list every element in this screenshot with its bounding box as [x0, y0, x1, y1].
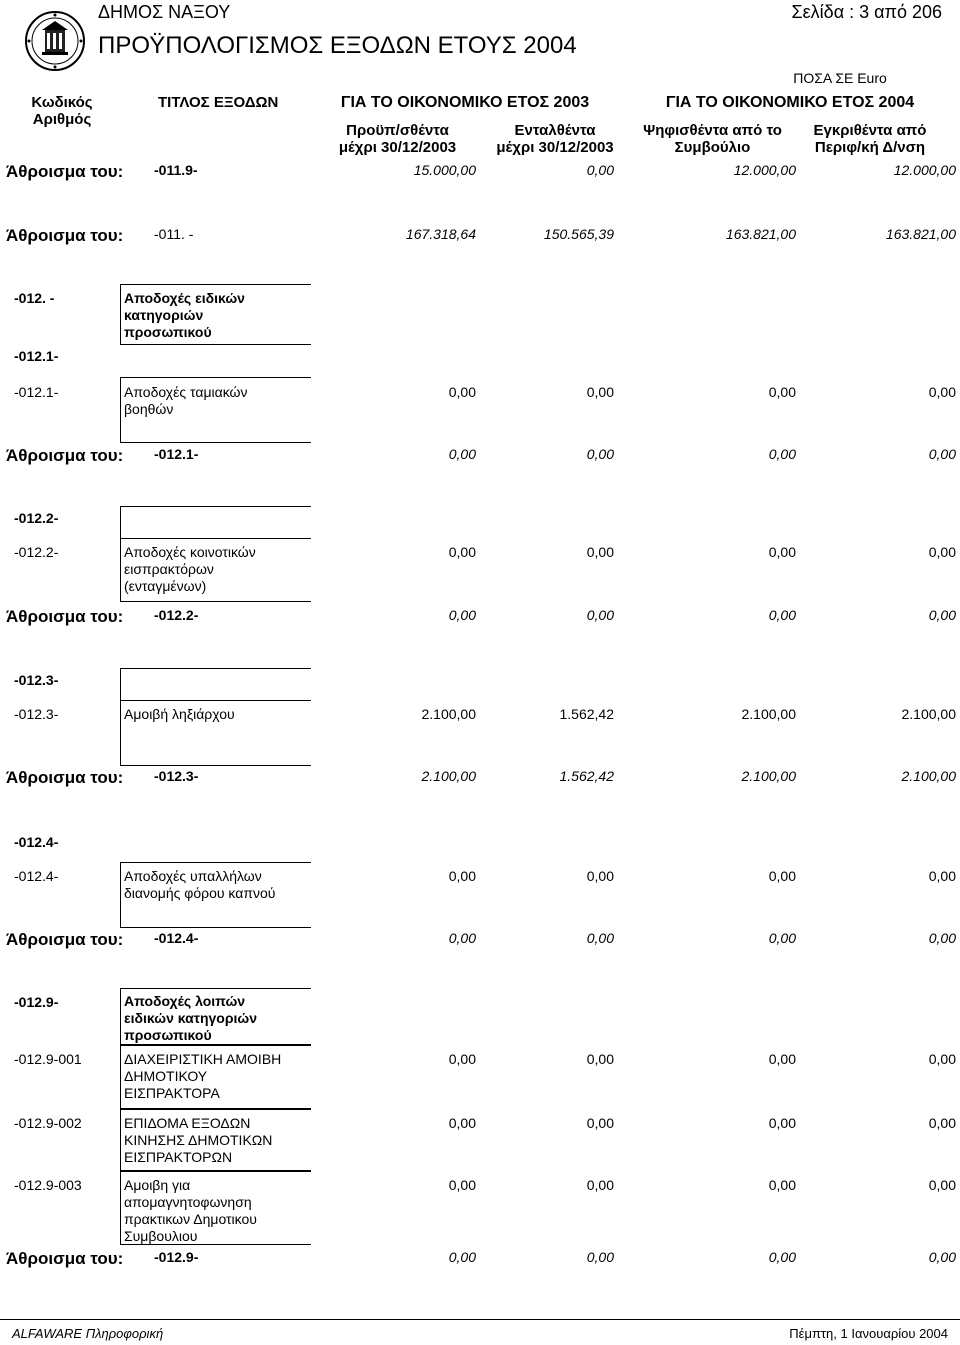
- item-committed: 0,00: [586, 1115, 614, 1131]
- sum-budgeted: 2.100,00: [421, 768, 476, 784]
- item-title: ΔΙΑΧΕΙΡΙΣΤΙΚΗ ΑΜΟΙΒΗ ΔΗΜΟΤΙΚΟΥ ΕΙΣΠΡΑΚΤΟΡΑ: [124, 1051, 282, 1101]
- item-code: -012.4-: [14, 868, 59, 884]
- sum-voted: 163.821,00: [725, 226, 796, 242]
- item-budgeted: 0,00: [448, 544, 476, 560]
- sum-label: Άθροισμα του:: [6, 768, 124, 787]
- item-budgeted: 0,00: [448, 384, 476, 400]
- item-budgeted: 0,00: [448, 1051, 476, 1067]
- item-voted: 0,00: [768, 1177, 796, 1193]
- column-code-header: Κωδικός Αριθμός: [31, 94, 93, 128]
- item-committed: 0,00: [586, 1177, 614, 1193]
- sum-approved: 12.000,00: [893, 162, 956, 178]
- item-approved: 0,00: [928, 868, 956, 884]
- sum-voted: 2.100,00: [741, 768, 796, 784]
- item-title: Αμοιβη για απομαγνητοφωνηση πρακτικων Δημοτικου Συμβουλιου: [124, 1177, 257, 1244]
- item-voted: 0,00: [768, 1051, 796, 1067]
- item-approved: 0,00: [928, 1051, 956, 1067]
- column-approved-header: Εγκριθέντα από Περιφ/κή Δ/νση: [813, 122, 927, 156]
- sum-code: -012.3-: [154, 768, 199, 784]
- item-committed: 0,00: [586, 384, 614, 400]
- item-voted: 0,00: [768, 384, 796, 400]
- sum-committed: 0,00: [586, 446, 614, 462]
- subgroup-code: -012.4-: [14, 834, 59, 850]
- column-voted-header: Ψηφισθέντα από το Συμβούλιο: [643, 122, 782, 156]
- item-title: Αμοιβή ληξιάρχου: [124, 706, 235, 722]
- footer-software: ALFAWARE Πληροφορική: [12, 1326, 164, 1341]
- item-title: Αποδοχές ταμιακών βοηθών: [124, 384, 248, 417]
- sum-budgeted: 0,00: [448, 607, 476, 623]
- sum-code: -011. -: [154, 226, 194, 242]
- sum-budgeted: 167.318,64: [405, 226, 476, 242]
- item-budgeted: 0,00: [448, 1177, 476, 1193]
- group-title-box: [120, 668, 311, 701]
- item-budgeted: 0,00: [448, 1115, 476, 1131]
- sum-code: -012.9-: [154, 1249, 199, 1265]
- item-approved: 2.100,00: [901, 706, 956, 722]
- sum-code: -012.2-: [154, 607, 199, 623]
- sum-code: -012.4-: [154, 930, 199, 946]
- sum-code: -011.9-: [154, 162, 198, 178]
- item-approved: 0,00: [928, 384, 956, 400]
- item-code: -012.9-001: [14, 1051, 82, 1067]
- column-title-header: ΤΙΤΛΟΣ ΕΞΟΔΩΝ: [158, 94, 279, 111]
- sum-code: -012.1-: [154, 446, 199, 462]
- subgroup-code: -012.1-: [14, 348, 59, 364]
- item-committed: 0,00: [586, 868, 614, 884]
- item-committed: 0,00: [586, 544, 614, 560]
- sum-label: Άθροισμα του:: [6, 930, 124, 949]
- column-year2003-header: ΓΙΑ ΤΟ ΟΙΚΟΝΟΜΙΚΟ ΕΤΟΣ 2003: [340, 94, 590, 111]
- municipality-name: ΔΗΜΟΣ ΝΑΞΟΥ: [98, 2, 231, 22]
- sum-label: Άθροισμα του:: [6, 226, 124, 245]
- sum-committed: 0,00: [586, 162, 614, 178]
- item-approved: 0,00: [928, 1177, 956, 1193]
- sum-approved: 0,00: [928, 1249, 956, 1265]
- item-budgeted: 2.100,00: [421, 706, 476, 722]
- item-title: ΕΠΙΔΟΜΑ ΕΞΟΔΩΝ ΚΙΝΗΣΗΣ ΔΗΜΟΤΙΚΩΝ ΕΙΣΠΡΑΚΤΟΡΩΝ: [124, 1115, 273, 1165]
- sum-voted: 0,00: [768, 607, 796, 623]
- item-approved: 0,00: [928, 1115, 956, 1131]
- item-code: -012.9-003: [14, 1177, 82, 1193]
- sum-voted: 12.000,00: [733, 162, 796, 178]
- sum-approved: 163.821,00: [885, 226, 956, 242]
- amounts-note: ΠΟΣΑ ΣΕ Euro: [793, 70, 887, 86]
- group-title: Αποδοχές ειδικών κατηγοριών προσωπικού: [124, 290, 245, 340]
- item-budgeted: 0,00: [448, 868, 476, 884]
- group-title: Αποδοχές λοιπών ειδικών κατηγοριών προσωπικού: [124, 993, 258, 1043]
- sum-committed: 0,00: [586, 930, 614, 946]
- sum-budgeted: 15.000,00: [413, 162, 476, 178]
- sum-voted: 0,00: [768, 1249, 796, 1265]
- sum-budgeted: 0,00: [448, 1249, 476, 1265]
- sum-budgeted: 0,00: [448, 446, 476, 462]
- item-code: -012.9-002: [14, 1115, 82, 1131]
- sum-budgeted: 0,00: [448, 930, 476, 946]
- sum-committed: 150.565,39: [543, 226, 614, 242]
- sum-label: Άθροισμα του:: [6, 446, 124, 465]
- municipality-seal-logo: [24, 10, 86, 72]
- item-committed: 0,00: [586, 1051, 614, 1067]
- item-voted: 0,00: [768, 1115, 796, 1131]
- sum-approved: 0,00: [928, 607, 956, 623]
- sum-label: Άθροισμα του:: [6, 1249, 124, 1268]
- column-committed-header: Ενταλθέντα μέχρι 30/12/2003: [496, 122, 614, 156]
- sum-approved: 0,00: [928, 930, 956, 946]
- item-voted: 2.100,00: [741, 706, 796, 722]
- footer-date: Πέμπτη, 1 Ιανουαρίου 2004: [789, 1326, 948, 1341]
- page-title: ΠΡΟΫΠΟΛΟΓΙΣΜΟΣ ΕΞΟΔΩΝ ΕΤΟΥΣ 2004: [98, 32, 577, 59]
- item-committed: 1.562,42: [559, 706, 614, 722]
- sum-approved: 0,00: [928, 446, 956, 462]
- group-title-box: [120, 506, 311, 539]
- sum-voted: 0,00: [768, 930, 796, 946]
- sum-committed: 0,00: [586, 607, 614, 623]
- item-code: -012.2-: [14, 544, 59, 560]
- subgroup-code: -012.9-: [14, 994, 59, 1010]
- column-budgeted-header: Προϋπ/σθέντα μέχρι 30/12/2003: [338, 122, 457, 156]
- sum-committed: 0,00: [586, 1249, 614, 1265]
- footer-divider: [0, 1319, 960, 1320]
- item-approved: 0,00: [928, 544, 956, 560]
- group-code: -012. -: [14, 290, 55, 306]
- sum-label: Άθροισμα του:: [6, 162, 124, 181]
- page-number: Σελίδα : 3 από 206: [791, 2, 942, 22]
- item-code: -012.1-: [14, 384, 59, 400]
- item-title: Αποδοχές κοινοτικών εισπρακτόρων (ενταγμένων): [124, 544, 256, 594]
- sum-label: Άθροισμα του:: [6, 607, 124, 626]
- subgroup-code: -012.3-: [14, 672, 59, 688]
- item-code: -012.3-: [14, 706, 59, 722]
- sum-voted: 0,00: [768, 446, 796, 462]
- item-title: Αποδοχές υπαλλήλων διανομής φόρου καπνού: [124, 868, 276, 901]
- sum-approved: 2.100,00: [901, 768, 956, 784]
- item-voted: 0,00: [768, 868, 796, 884]
- sum-committed: 1.562,42: [559, 768, 614, 784]
- column-year2004-header: ΓΙΑ ΤΟ ΟΙΚΟΝΟΜΙΚΟ ΕΤΟΣ 2004: [665, 94, 915, 111]
- item-voted: 0,00: [768, 544, 796, 560]
- subgroup-code: -012.2-: [14, 510, 59, 526]
